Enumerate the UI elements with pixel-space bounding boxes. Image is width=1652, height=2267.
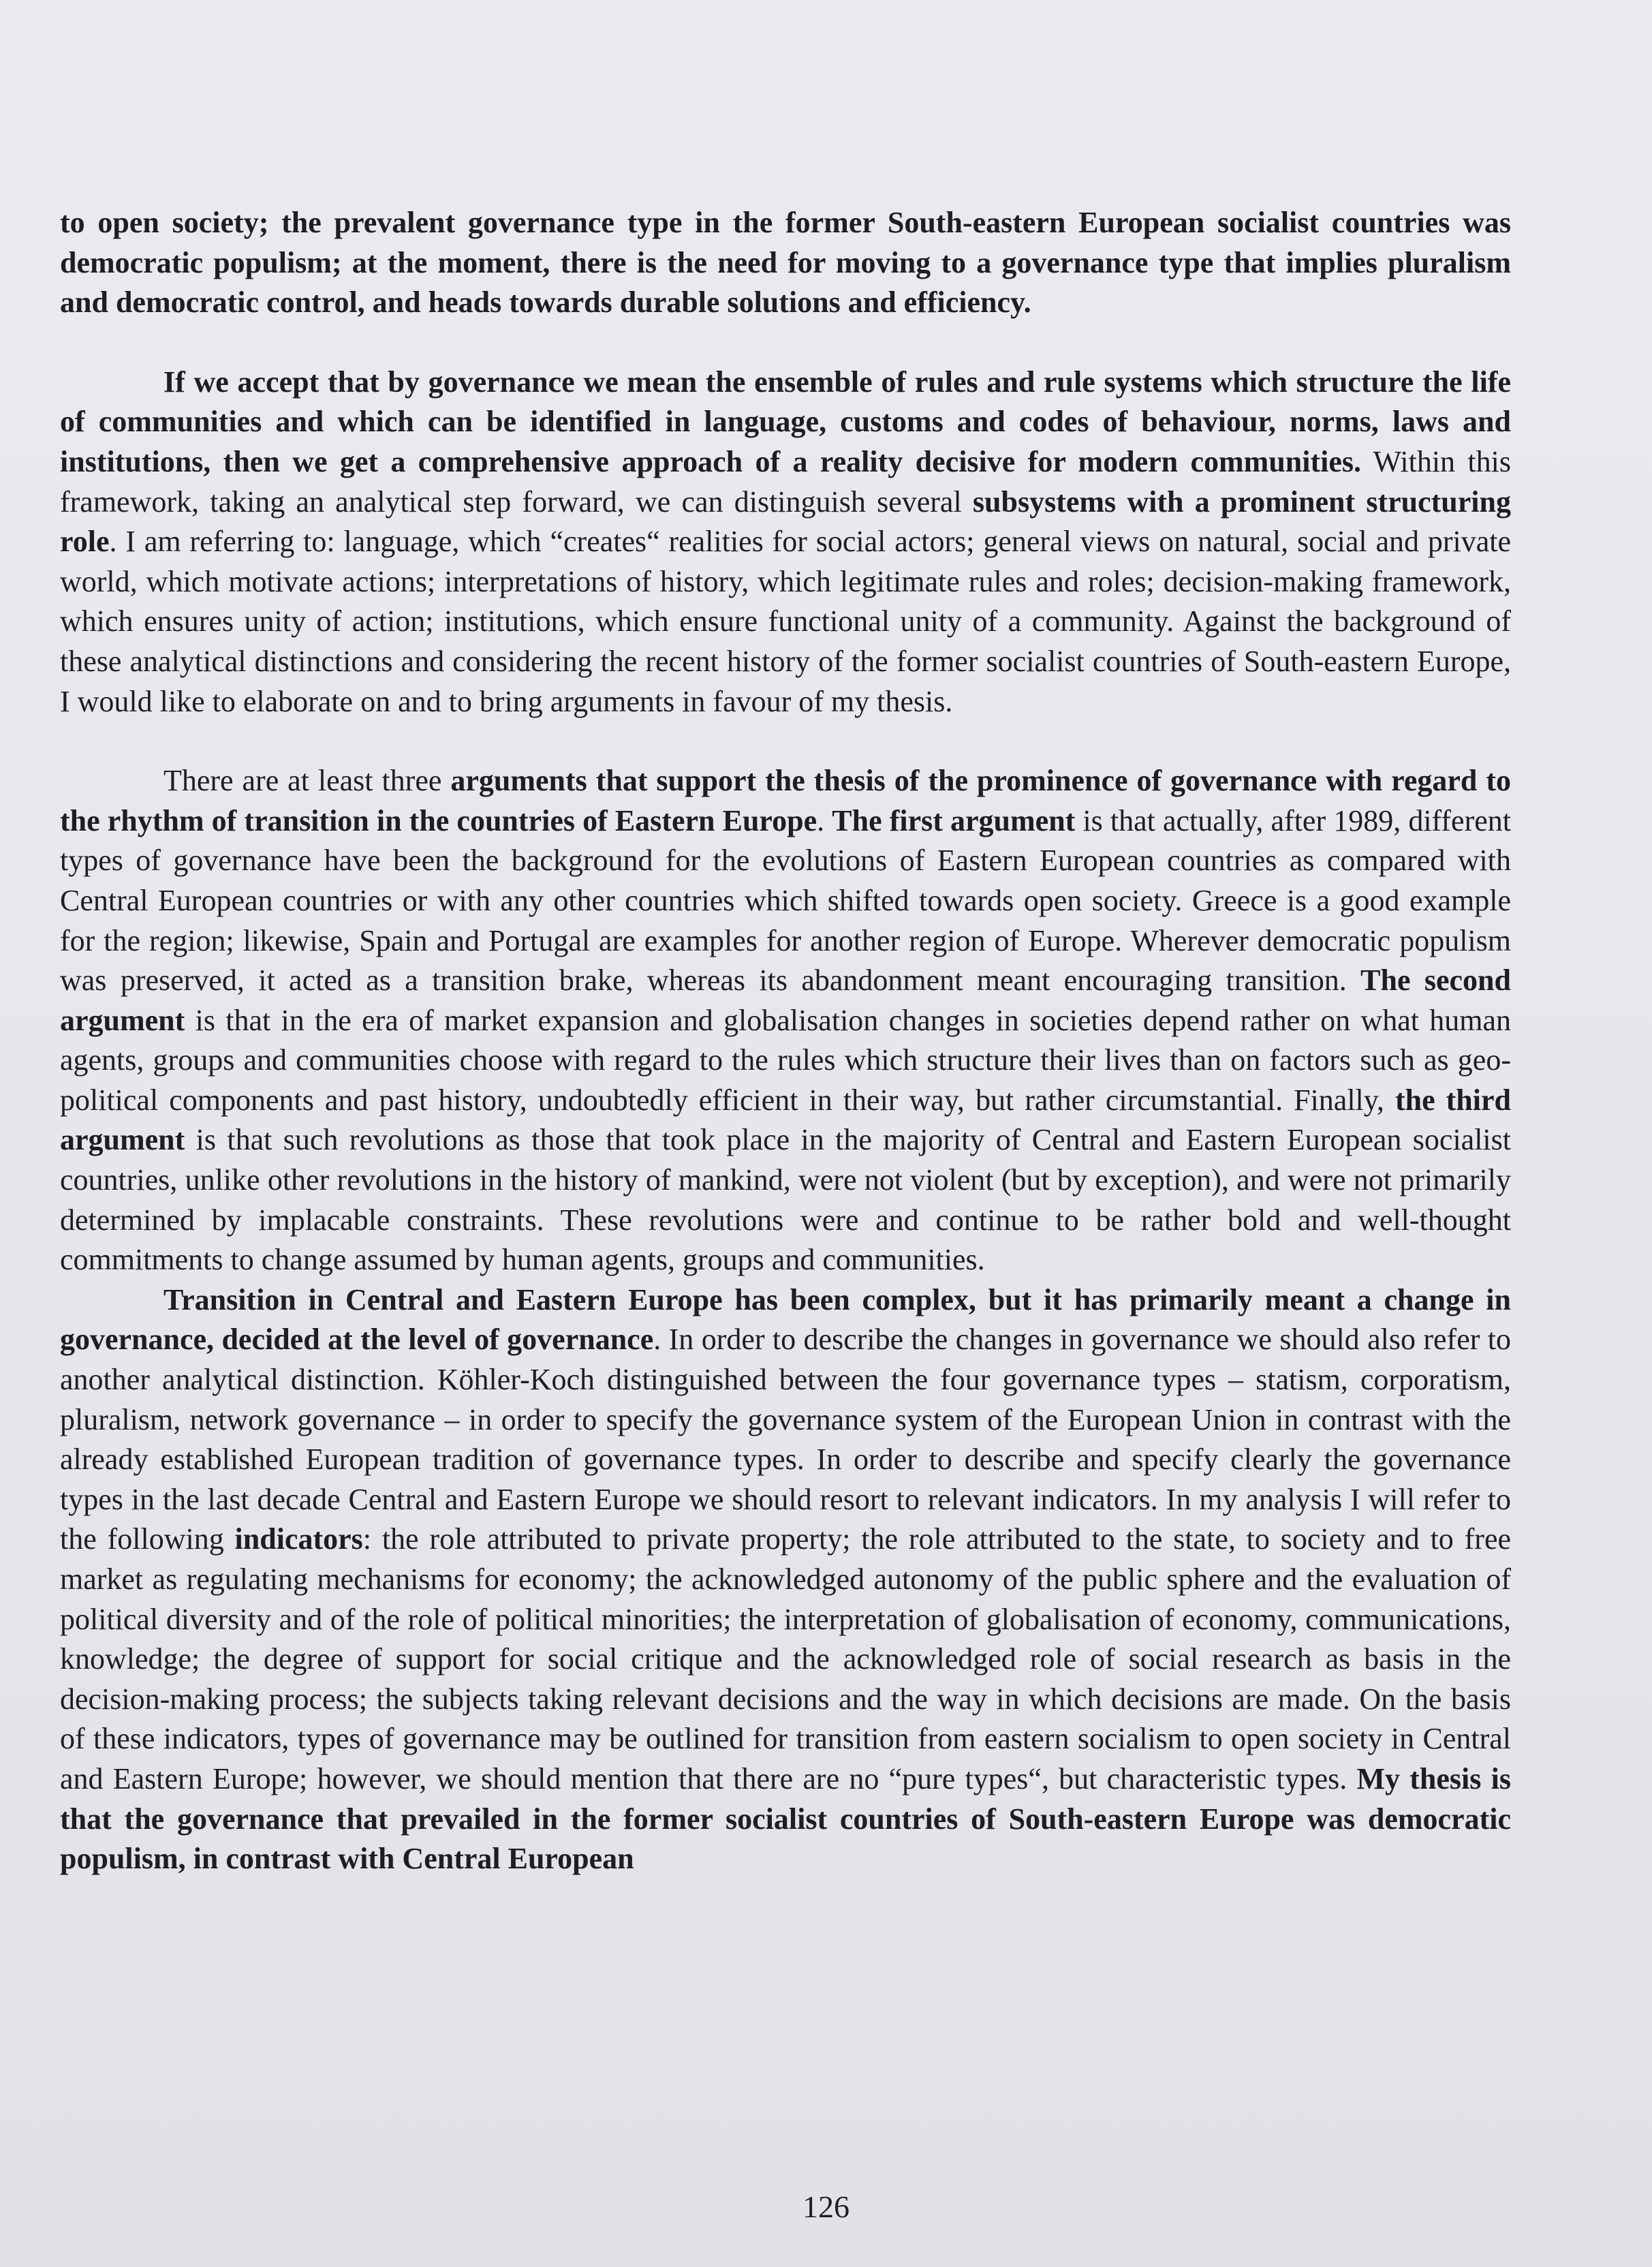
paragraph (60, 203, 1511, 323)
text-run: is that such revolutions as those that took place in the majority of Central and Eastern European socialist countries, unlike other revolutions in the history of mankind, were not violent (but by exception), and were not primarily determined by implacable constraints. These revolutions were and continue to be rather bold and well-thought commitments to change assumed by human agents, groups and communities. (60, 1123, 1511, 1277)
text-run: . In order to describe the changes in governance we should also refer to another analytical distinction. Köhler-Koch distinguished between the four governance types – statism, corporatism, pluralism, network governance – in order to specify the governance system of the European Union in contrast with the already established European tradition of governance types. In order to describe and specify clearly the governance types in the last decade Central and Eastern Europe we should resort to relevant indicators. In my analysis I will refer to the following (60, 1323, 1512, 1556)
bold-text-run: The second argument (60, 963, 1511, 1037)
text-run: Within this framework, taking an analytical step forward, we can distinguish several (60, 444, 1511, 519)
paragraph (60, 1280, 1511, 1879)
text-run: . I am referring to: language, which “creates“ realities for social actors; general views on natural, social and private world, which motivate actions; interpretations of history, which legitimate rules and roles; decision-making framework, which ensures unity of action; institutions, which ensure functional unity of a community. Against the background of these analytical distinctions and considering the recent history of the former socialist countries of South-eastern Europe, I would like to elaborate on and to bring arguments in favour of my thesis. (60, 525, 1511, 718)
bold-text-run: to open society; the prevalent governance type in the former South-eastern European socialist countries was democratic populism; at the moment, there is the need for moving to a governance type that implies pluralism and democratic control, and heads towards durable solutions and efficiency. (60, 206, 1511, 320)
bold-text-run: The first argument (832, 803, 1076, 837)
text-run: is that actually, after 1989, different types of governance have been the background for the evolutions of Eastern European countries as compared with Central European countries or with any other countries which shifted towards open society. Greece is a good example for the region; likewise, Spain and Portugal are examples for another region of Europe. Wherever democratic populism was preserved, it acted as a transition brake, whereas its abandonment meant encouraging transition. (60, 803, 1511, 998)
paragraph (60, 761, 1511, 1280)
paragraph (60, 363, 1511, 722)
bold-text-run: the third argument (60, 1083, 1512, 1157)
text-run: There are at least three (163, 764, 451, 798)
bold-text-run: If we accept that by governance we mean the ensemble of rules and rule systems which structure the life of communities and which can be identified in language, customs and codes of behaviour, norms, laws and institutions, then we get a comprehensive approach of a reality decisive for modern communities. (60, 365, 1511, 478)
text-run: is that in the era of market expansion and globalisation changes in societies depend rather on what human agents, groups and communities choose with regard to the rules which structure their lives than on factors such as geo-political components and past history, undoubtedly efficient in their way, but rather circumstantial. Finally, (60, 1003, 1511, 1117)
page-number: 126 (802, 2189, 850, 2224)
bold-text-run: subsystems with a prominent structuring role (60, 484, 1512, 559)
body-text (60, 203, 1511, 1879)
bold-text-run: My thesis is that the governance that prevailed in the former socialist countries of South-eastern Europe was democratic populism, in contrast with Central European (60, 1761, 1511, 1876)
text-run: : the role attributed to private property; the role attributed to the state, to society and to free market as regulating mechanisms for economy; the acknowledged autonomy of the public sphere and the evaluation of political diversity and of the role of political minorities; the interpretation of globalisation of economy, communications, knowledge; the degree of support for social critique and the acknowledged role of social research as basis in the decision-making process; the subjects taking relevant decisions and the way in which decisions are made. On the basis of these indicators, types of governance may be outlined for transition from eastern socialism to open society in Central and Eastern Europe; however, we should mention that there are no “pure types“, but characteristic types. (60, 1522, 1511, 1795)
bold-text-run: indicators (234, 1522, 363, 1556)
bold-text-run: arguments that support the thesis of the prominence of governance with regard to the rhythm of transition in the countries of Eastern Europe (60, 764, 1511, 837)
bold-text-run: Transition in Central and Eastern Europe has been complex, but it has primarily meant a change in governance, decided at the level of governance (60, 1282, 1511, 1357)
text-run: . (817, 803, 832, 837)
